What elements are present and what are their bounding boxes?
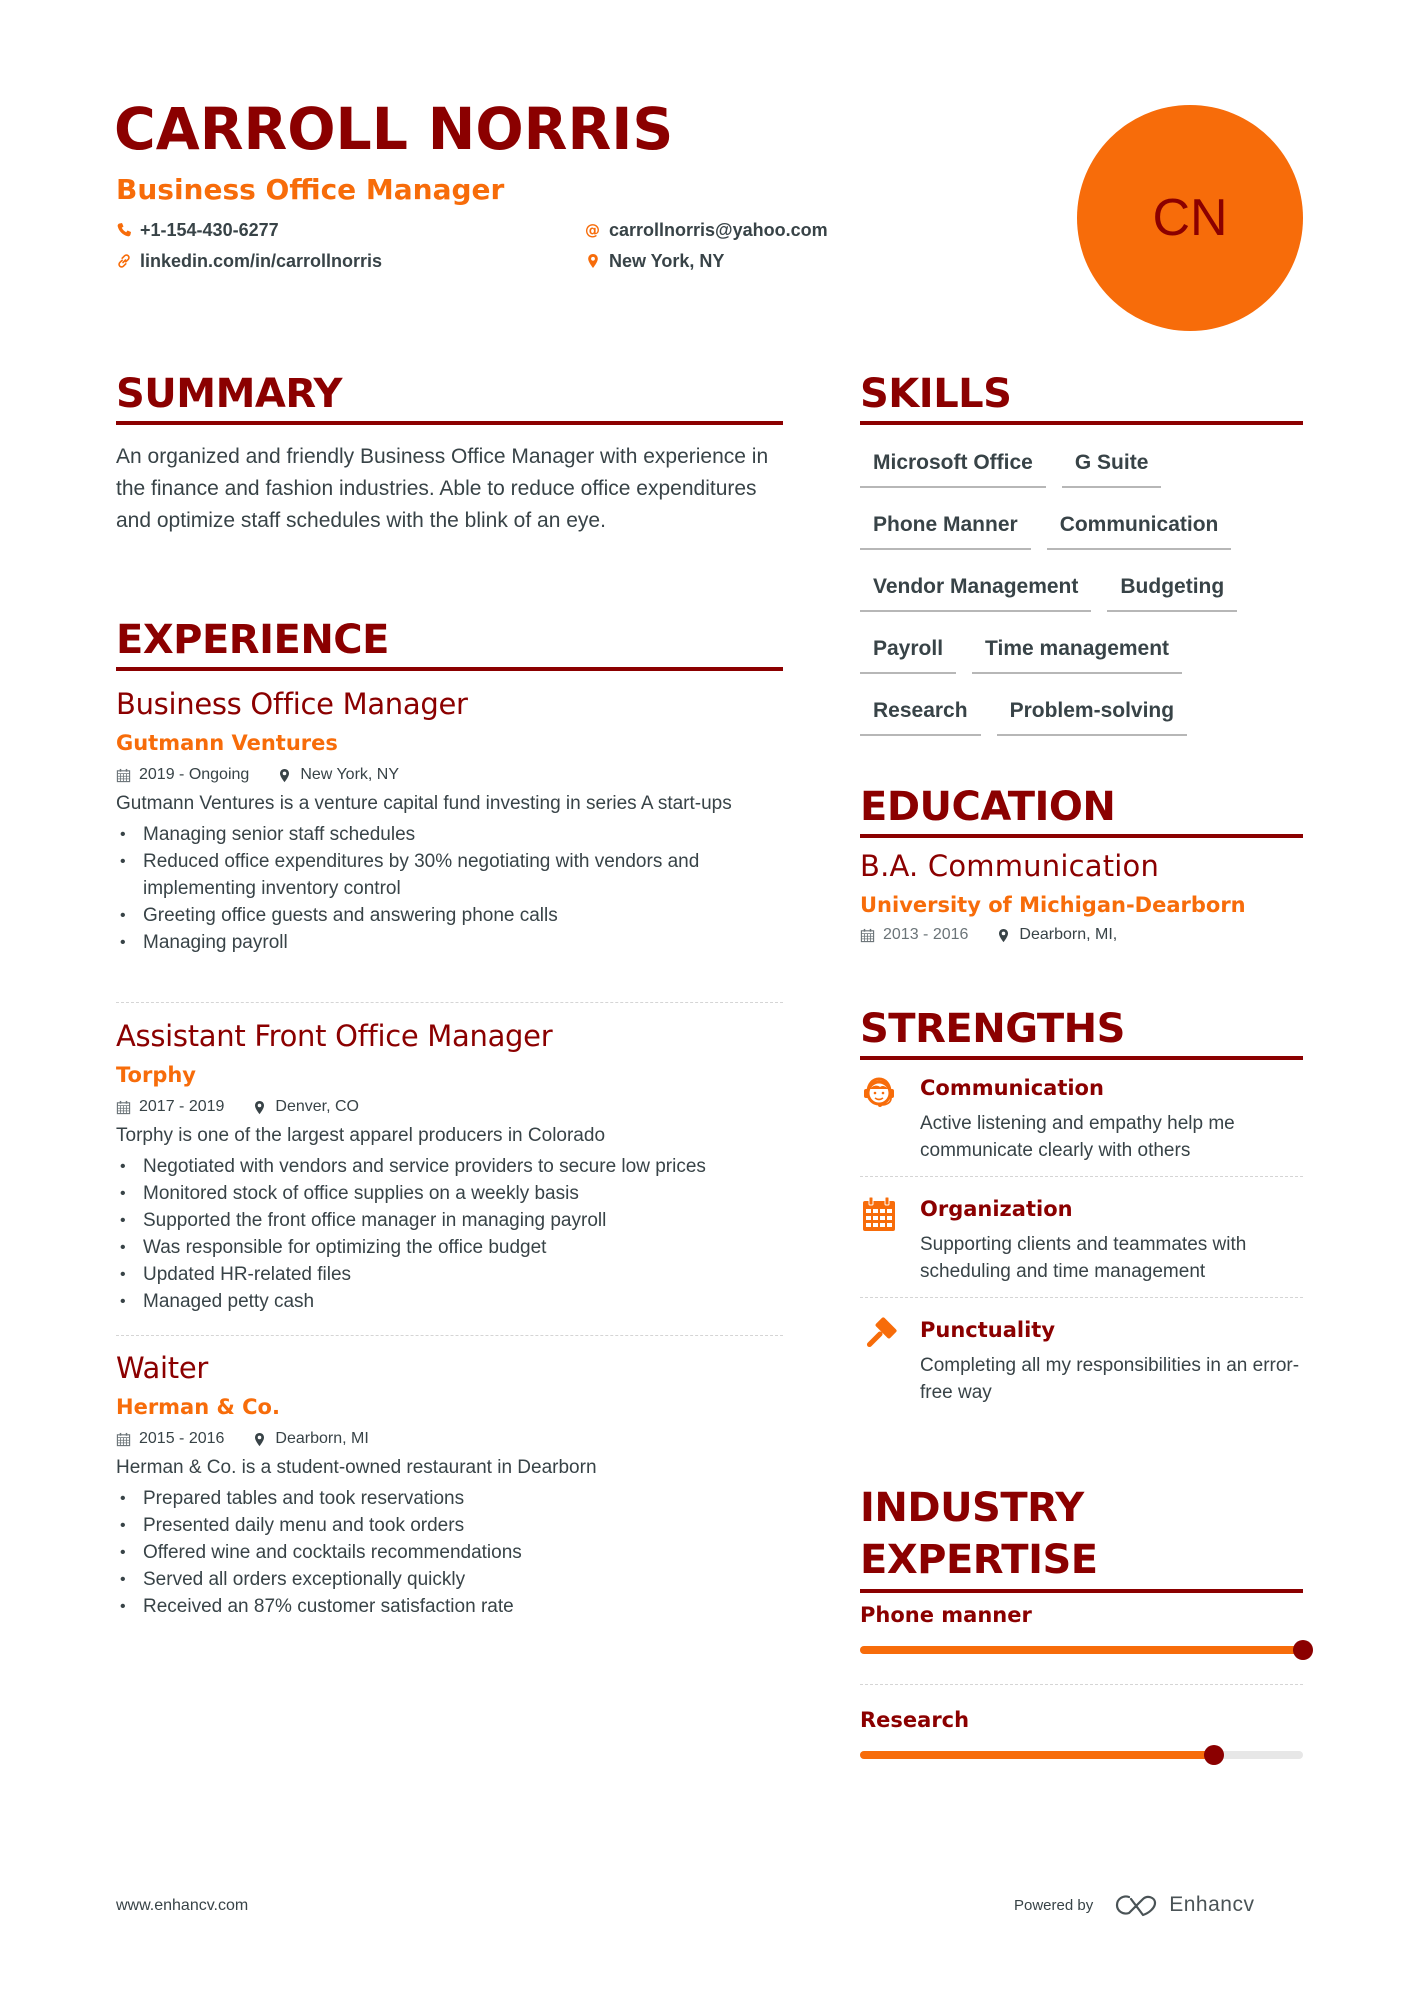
enhancv-brand-name: Enhancv [1169, 1893, 1255, 1916]
summary-text: An organized and friendly Business Office Manager with experience in the finance and fashion industries. Able to reduce office expenditures and optimize staff schedules with the blink of an eye. [116, 445, 769, 532]
job-location-text: Denver, CO [275, 1098, 359, 1115]
candidate-name: CARROLL NORRIS [114, 95, 674, 163]
location-pin-icon [252, 1100, 267, 1115]
strength-separator [860, 1297, 1303, 1298]
expertise-bar-knob [1204, 1745, 1224, 1765]
job-entry [116, 1018, 783, 1315]
calendar-icon [116, 1432, 131, 1447]
experience-rule [116, 667, 783, 671]
phone-icon [116, 222, 132, 238]
job-description: Herman & Co. is a student-owned restaurant in Dearborn [116, 1457, 597, 1478]
enhancv-logo-icon [1115, 1893, 1159, 1917]
expertise-bar-fill [860, 1646, 1303, 1654]
link-icon [116, 253, 132, 269]
job-entry [116, 1350, 783, 1620]
expertise-label: Phone manner [860, 1603, 1032, 1627]
job-dates [116, 1094, 224, 1120]
gavel-icon [860, 1316, 898, 1354]
education-location [996, 922, 1117, 948]
contact-email[interactable] [585, 221, 828, 239]
footer-website[interactable]: www.enhancv.com [116, 1897, 249, 1914]
strength-item [860, 1191, 1303, 1285]
strength-item [860, 1070, 1303, 1164]
expertise-bar-fill [860, 1751, 1214, 1759]
at-icon [585, 222, 601, 238]
location-pin-icon [996, 928, 1011, 943]
job-bullet: • Managed petty cash [116, 1288, 783, 1315]
education-meta [860, 922, 1303, 948]
svg-text:@: @ [585, 222, 600, 238]
calendar-icon [116, 768, 131, 783]
strengths-list [860, 1070, 1303, 1406]
skill-tag: Communication [1047, 505, 1232, 550]
job-bullets [116, 1485, 783, 1620]
skills-list [860, 443, 1310, 753]
job-company: Torphy [116, 1063, 196, 1087]
education-degree: B.A. Communication [860, 849, 1160, 883]
job-title: Waiter [116, 1351, 208, 1385]
job-title: Business Office Manager [116, 687, 468, 721]
experience-heading: EXPERIENCE [116, 617, 389, 663]
strength-title: Communication [920, 1076, 1104, 1100]
skill-tag: G Suite [1062, 443, 1162, 488]
education-school: University of Michigan-Dearborn [860, 893, 1246, 917]
job-separator [116, 1002, 783, 1003]
job-bullet: • Received an 87% customer satisfaction rate [116, 1593, 783, 1620]
job-title: Assistant Front Office Manager [116, 1019, 553, 1053]
education-dates [860, 922, 968, 948]
strengths-rule [860, 1056, 1303, 1060]
job-bullet: • Served all orders exceptionally quickly [116, 1566, 783, 1593]
skill-tag: Phone Manner [860, 505, 1031, 550]
contact-phone [116, 221, 279, 239]
job-entry [116, 686, 783, 956]
job-description: Gutmann Ventures is a venture capital fund investing in series A start-ups [116, 793, 732, 814]
job-location [277, 762, 399, 788]
job-bullet: • Reduced office expenditures by 30% negotiating with vendors and implementing inventory control [116, 848, 783, 902]
strength-description: Active listening and empathy help me communicate clearly with others [920, 1113, 1235, 1161]
job-location [252, 1094, 359, 1120]
powered-by-text: Powered by [1014, 1896, 1094, 1914]
location-text: New York, NY [609, 251, 725, 271]
job-dates-text: 2017 - 2019 [139, 1098, 225, 1115]
email-text[interactable]: carrollnorris@yahoo.com [609, 220, 828, 240]
job-dates [116, 762, 249, 788]
job-bullets [116, 821, 783, 956]
skill-tag: Vendor Management [860, 567, 1091, 612]
strength-title: Punctuality [920, 1318, 1056, 1342]
expertise-label: Research [860, 1708, 970, 1732]
footer-powered-by [1014, 1893, 1254, 1917]
strength-description: Supporting clients and teammates with scheduling and time management [920, 1234, 1247, 1282]
avatar [1077, 105, 1303, 331]
job-bullet: • Negotiated with vendors and service providers to secure low prices [116, 1153, 783, 1180]
job-bullet: • Supported the front office manager in managing payroll [116, 1207, 783, 1234]
expertise-bar [860, 1646, 1303, 1654]
expertise-heading-line2: EXPERTISE [860, 1537, 1098, 1583]
job-bullet: • Prepared tables and took reservations [116, 1485, 783, 1512]
expertise-heading [860, 1482, 1098, 1586]
skill-tag: Microsoft Office [860, 443, 1046, 488]
expertise-bar [860, 1751, 1303, 1759]
expertise-list [860, 1600, 1303, 1759]
strength-description: Completing all my responsibilities in an error-free way [920, 1355, 1300, 1403]
job-location [252, 1426, 368, 1452]
job-dates [116, 1426, 224, 1452]
headset-person-icon [860, 1074, 898, 1112]
job-bullet: • Offered wine and cocktails recommendations [116, 1539, 783, 1566]
candidate-title: Business Office Manager [116, 173, 505, 206]
job-bullet: • Managing payroll [116, 929, 783, 956]
expertise-heading-line1: INDUSTRY [860, 1485, 1084, 1531]
job-description: Torphy is one of the largest apparel producers in Colorado [116, 1125, 606, 1146]
skill-tag: Payroll [860, 629, 956, 674]
education-rule [860, 834, 1303, 838]
education-dates-text: 2013 - 2016 [883, 926, 969, 943]
expertise-rule [860, 1589, 1303, 1593]
enhancv-brand[interactable] [1115, 1893, 1254, 1917]
job-location-text: New York, NY [300, 766, 400, 783]
job-dates-text: 2015 - 2016 [139, 1430, 225, 1447]
job-company: Gutmann Ventures [116, 731, 338, 755]
job-bullet: • Monitored stock of office supplies on a weekly basis [116, 1180, 783, 1207]
skill-tag: Time management [972, 629, 1182, 674]
job-meta [116, 762, 783, 788]
skill-tag: Budgeting [1107, 567, 1237, 612]
job-dates-text: 2019 - Ongoing [139, 766, 250, 783]
job-meta [116, 1094, 783, 1120]
linkedin-text[interactable]: linkedin.com/in/carrollnorris [140, 251, 383, 271]
job-separator [116, 1335, 783, 1336]
education-location-text: Dearborn, MI, [1019, 926, 1118, 943]
strength-title: Organization [920, 1197, 1073, 1221]
education-heading: EDUCATION [860, 784, 1116, 830]
calendar-icon [116, 1100, 131, 1115]
calendar-icon [860, 1195, 898, 1233]
contact-location [585, 252, 724, 270]
location-pin-icon [585, 253, 601, 269]
phone-text: +1-154-430-6277 [140, 220, 279, 240]
job-location-text: Dearborn, MI [275, 1430, 369, 1447]
skills-heading: SKILLS [860, 371, 1012, 417]
job-company: Herman & Co. [116, 1395, 280, 1419]
job-bullet: • Updated HR-related files [116, 1261, 783, 1288]
education-entry [860, 848, 1303, 948]
strength-item [860, 1312, 1303, 1406]
expertise-item [860, 1600, 1303, 1654]
skill-tag: Research [860, 691, 981, 736]
contact-linkedin[interactable] [116, 252, 382, 270]
job-bullet: • Was responsible for optimizing the office budget [116, 1234, 783, 1261]
location-pin-icon [277, 768, 292, 783]
job-bullet: • Presented daily menu and took orders [116, 1512, 783, 1539]
avatar-initials: CN [1152, 189, 1228, 247]
expertise-bar-knob [1293, 1640, 1313, 1660]
expertise-item [860, 1705, 1303, 1759]
job-bullets [116, 1153, 783, 1315]
summary-rule [116, 421, 783, 425]
skills-rule [860, 421, 1303, 425]
skill-tag: Problem-solving [997, 691, 1188, 736]
strengths-heading: STRENGTHS [860, 1006, 1125, 1052]
summary-heading: SUMMARY [116, 371, 342, 417]
calendar-icon [860, 928, 875, 943]
job-meta [116, 1426, 783, 1452]
job-bullet: • Managing senior staff schedules [116, 821, 783, 848]
expertise-separator [860, 1684, 1303, 1685]
location-pin-icon [252, 1432, 267, 1447]
job-bullet: • Greeting office guests and answering phone calls [116, 902, 783, 929]
strength-separator [860, 1176, 1303, 1177]
